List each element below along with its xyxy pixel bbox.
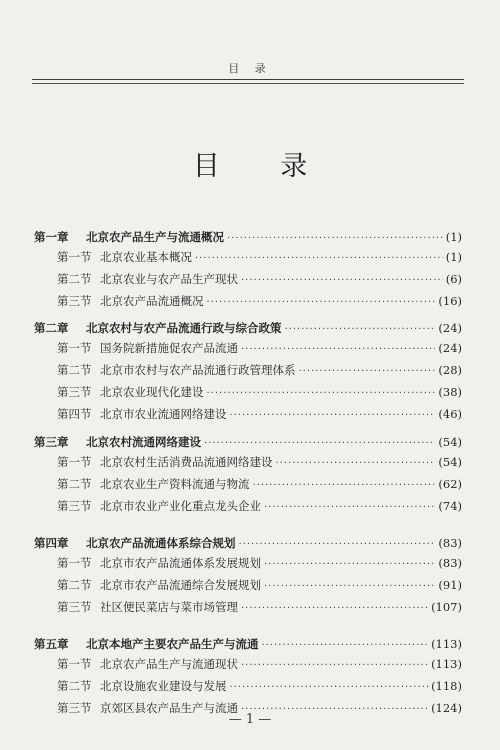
section-entry[interactable] — [57, 476, 462, 492]
chapter-title: 北京农村流通网络建设 — [86, 435, 201, 449]
section-number: 第一节 — [57, 341, 92, 355]
section-page-number: (1) — [445, 250, 462, 264]
section-title: 北京市农业产业化重点龙头企业 — [100, 499, 261, 513]
section-title: 北京市农村与农产品流通行政管理体系 — [100, 363, 296, 377]
dot-leader — [241, 275, 443, 286]
dot-leader — [207, 297, 436, 308]
section-entry[interactable] — [57, 577, 462, 593]
section-entry[interactable] — [57, 362, 462, 378]
dot-leader — [241, 603, 428, 614]
section-number: 第三节 — [57, 600, 92, 614]
chapter-page-number: (1) — [445, 230, 462, 244]
chapter-number: 第二章 — [34, 321, 69, 335]
section-number: 第二节 — [57, 679, 92, 693]
section-title: 北京农业生产资料流通与物流 — [100, 477, 250, 491]
section-number: 第二节 — [57, 578, 92, 592]
dot-leader — [241, 344, 435, 355]
chapter-title: 北京农产品流通体系综合规划 — [86, 536, 236, 550]
section-number: 第一节 — [57, 250, 92, 264]
section-title: 北京农村生活消费品流通网络建设 — [100, 455, 273, 469]
chapter-page-number: (113) — [431, 637, 462, 651]
chapter-page-number: (24) — [438, 321, 462, 335]
dot-leader — [285, 324, 436, 335]
dot-leader — [204, 438, 435, 449]
section-entry[interactable] — [57, 498, 462, 514]
section-title: 北京市农产品流通综合发展规划 — [100, 578, 261, 592]
chapter-number: 第三章 — [34, 435, 69, 449]
section-page-number: (6) — [445, 272, 462, 286]
chapter-title: 北京农产品生产与流通概况 — [86, 230, 224, 244]
section-title: 社区便民菜店与菜市场管理 — [100, 600, 238, 614]
section-number: 第二节 — [57, 272, 92, 286]
page-title: 目 录 — [192, 151, 334, 182]
section-page-number: (24) — [438, 341, 462, 355]
chapter-title: 北京农村与农产品流通行政与综合政策 — [86, 321, 282, 335]
chapter-title: 北京本地产主要农产品生产与流通 — [86, 637, 259, 651]
dot-leader — [253, 480, 436, 491]
section-number: 第三节 — [57, 385, 92, 399]
section-entry[interactable] — [57, 599, 462, 615]
chapter-entry[interactable] — [34, 320, 462, 336]
dot-leader — [276, 458, 436, 469]
dot-leader — [230, 682, 429, 693]
dot-leader — [241, 660, 428, 671]
chapter-number: 第五章 — [34, 637, 69, 651]
chapter-number: 第一章 — [34, 230, 69, 244]
section-page-number: (91) — [438, 578, 462, 592]
section-page-number: (16) — [438, 294, 462, 308]
dot-leader — [207, 388, 436, 399]
chapter-entry[interactable] — [34, 535, 462, 551]
chapter-entry[interactable] — [34, 229, 462, 245]
section-number: 第二节 — [57, 477, 92, 491]
chapter-page-number: (54) — [438, 435, 462, 449]
section-number: 第二节 — [57, 363, 92, 377]
section-entry[interactable] — [57, 406, 462, 422]
page-number: — 1 — — [228, 712, 272, 727]
section-page-number: (54) — [438, 455, 462, 469]
running-head: 目 录 — [228, 62, 272, 75]
section-entry[interactable] — [57, 293, 462, 309]
section-entry[interactable] — [57, 271, 462, 287]
section-title: 北京市农业流通网络建设 — [100, 407, 227, 421]
dot-leader — [195, 253, 443, 264]
dot-leader — [230, 410, 436, 421]
section-title: 北京农产品流通概况 — [100, 294, 204, 308]
dot-leader — [264, 559, 435, 570]
section-page-number: (113) — [431, 657, 462, 671]
dot-leader — [299, 366, 436, 377]
header-rule — [32, 79, 464, 80]
section-title: 北京农业现代化建设 — [100, 385, 204, 399]
dot-leader — [239, 539, 436, 550]
section-entry[interactable] — [57, 656, 462, 672]
section-page-number: (38) — [438, 385, 462, 399]
section-title: 北京农产品生产与流通现状 — [100, 657, 238, 671]
section-page-number: (118) — [431, 679, 462, 693]
section-number: 第一节 — [57, 455, 92, 469]
section-page-number: (107) — [431, 600, 462, 614]
section-title: 北京农业基本概况 — [100, 250, 192, 264]
section-page-number: (62) — [438, 477, 462, 491]
dot-leader — [227, 233, 443, 244]
chapter-entry[interactable] — [34, 636, 462, 652]
section-page-number: (28) — [438, 363, 462, 377]
section-page-number: (46) — [438, 407, 462, 421]
section-entry[interactable] — [57, 249, 462, 265]
section-entry[interactable] — [57, 384, 462, 400]
section-entry[interactable] — [57, 678, 462, 694]
section-title: 北京设施农业建设与发展 — [100, 679, 227, 693]
section-title: 京郊区县农产品生产与流通 — [100, 701, 238, 715]
section-title: 国务院新措施促农产品流通 — [100, 341, 238, 355]
dot-leader — [264, 581, 435, 592]
section-entry[interactable] — [57, 555, 462, 571]
section-number: 第三节 — [57, 701, 92, 715]
section-title: 北京农业与农产品生产现状 — [100, 272, 238, 286]
section-entry[interactable] — [57, 454, 462, 470]
chapter-number: 第四章 — [34, 536, 69, 550]
section-title: 北京市农产品流通体系发展规划 — [100, 556, 261, 570]
section-number: 第三节 — [57, 499, 92, 513]
chapter-entry[interactable] — [34, 434, 462, 450]
dot-leader — [264, 502, 435, 513]
section-entry[interactable] — [57, 340, 462, 356]
section-number: 第四节 — [57, 407, 92, 421]
section-page-number: (124) — [431, 701, 462, 715]
section-page-number: (74) — [438, 499, 462, 513]
chapter-page-number: (83) — [438, 536, 462, 550]
header-rule-thin — [32, 83, 464, 84]
section-number: 第三节 — [57, 294, 92, 308]
section-number: 第一节 — [57, 556, 92, 570]
dot-leader — [262, 640, 429, 651]
section-number: 第一节 — [57, 657, 92, 671]
section-page-number: (83) — [438, 556, 462, 570]
